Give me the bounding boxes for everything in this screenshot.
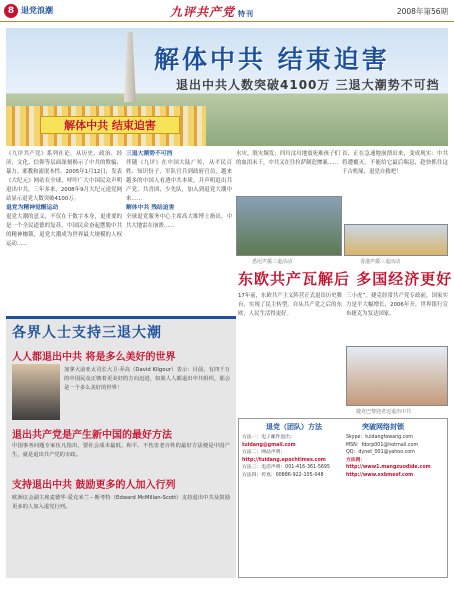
col2-subhead: 三退大潮势不可挡 [126,151,173,157]
service-list-left [242,434,342,574]
section2-headline: 东欧共产瓦解后 多国经济更好 [238,270,453,288]
caption-b: 香港声援三退活动 [360,259,401,265]
czech-photo [346,346,448,406]
col1-text2: 退党大潮的意义，不仅在于数字本身，更重要的是一个全民道德的复苏，中国民众奋起摆脱中共的精神枷锁，退党大潮成为世界最大规模的人权运动…… [6,214,122,247]
masthead-sub: 特刊 [238,10,255,18]
sydney-rally-photo [236,196,342,256]
col1-subhead: 退党为精神觉醒运动 [6,205,59,211]
service-title-left: 退党（团队）方法 [266,423,322,431]
col2-text: 伴随《九评》在中国大陆广传，从平民百姓、知识份子、军队官兵到政府官员，越来越多的中国人看透中共本质，并声明退出共产党、共青团、少先队，加入到退党大潮中来…… [126,160,232,202]
service-website-link[interactable]: http://tuidang.epochtimes.com [242,457,326,463]
portrait-photo [12,364,60,420]
issue-number: 2008年第56期 [396,7,448,16]
support-title: 各界人士支持三退大潮 [12,325,162,341]
article-col-3: 水灾、股灾频发；四川汶川地震死难孩子们的血泪未干，中共又在往拉萨制造惨案…… [236,151,340,166]
service-line: MSN：fdorp001@hotmail.com [346,442,419,448]
main-headline: 解体中共 结束迫害 [154,45,390,74]
col1-text: 《九评共产党》系列社论，从历史、政治、经济、文化、信仰等层面深刻揭示了中共的欺骗、暴力、邪教和流氓本性。2005年1月12日，发表《大纪元》网站在全球，呼吁广大中国民众声明退出中共，三年多来，2008年9月大纪元退党网站显示退党人数突破4100万。 [6,151,122,202]
service-line: Skype：tuidangfawang.com [346,435,413,440]
quote-text: 加拿大前亚太司长大卫·乔高（David Kilgour）表示：目前，有四千万的中国民众正朝着更美好的方向迈进，如果人人都退出中共组织，那会是一个多么美好的世界！ [64,367,230,391]
article-col-1 [6,150,122,249]
section2-text-right: 三小虎”。捷克经常共产党专政前，国家实力是平大幅增长，2006年开，世界银行宣布捷克为发达国家。 [346,293,448,317]
col2-subhead2: 解体中共 残结迫害 [126,205,175,211]
service-list-right [346,434,446,574]
support-text-2: 中国事务问题专家伍凡指出，要社会成本最低、和平、不伤害老百姓的最好方法便是中国产生，就是退出共产党的专政。 [12,443,230,458]
caption-c: 捷克巴黎迎老迈退出中共 [356,409,412,415]
page-header [0,0,454,22]
service-line: 方法四：传真：00886-922-105-048 [242,472,324,478]
service-link[interactable]: http://www.xxbmesf.com [346,472,414,478]
support-text-3: 欧洲议会副主席麦德华·爱克米兰－斯考特（Edward McMillan-Scott）支持退出中共及鼓励更多的人加入退党行列。 [12,495,230,510]
section2-text-left: 17年前，东欧共产主义阵营正式退出历史舞台，实现了民主转型。自从共产党之后的东欧，人民生活得更好。 [238,293,342,317]
caption-a: 悉尼声援三退活动 [252,259,293,265]
service-email-link[interactable]: tuidang@gmail.com [242,442,296,448]
service-line: 方法一：电子邮件退出： [242,435,295,440]
masthead [170,3,254,20]
service-link[interactable]: 方法网：http://www1.mangzuodide.com [346,457,431,470]
article-col-4: 首，正在急速地崩溃出来，变成现实：中共将遭覆灭。不能给它最后喘息，趁快抓住这千古机缘，退党自救吧！ [342,151,448,175]
section-name: 退党浪潮 [21,6,53,15]
monument-shape [124,32,136,102]
service-line: QQ：dynet_001@yahoo.com [346,450,415,455]
page-number: 8 [4,4,18,18]
service-line: 方法三：电话声明：001-416-361-5695 [242,465,331,470]
article-col-2 [126,150,232,340]
col2-text2: 全球退党服务中心主席高大维博士指出，中共大地雷在崩溃…… [126,214,232,229]
support-head-2: 退出共产党是产生新中国的最好方法 [12,430,172,441]
main-subhead: 退出中共人数突破4100万 三退大潮势不可挡 [176,78,440,92]
hongkong-rally-photo [344,224,448,256]
service-line: 方法二：网站声明： [242,450,286,455]
quote-head: 人人都退出中共 将是多么美好的世界 [12,352,176,363]
protest-banner: 解体中共 结束迫害 [40,116,180,134]
support-head-3: 支持退出中共 鼓励更多的人加入行列 [12,480,176,491]
masthead-title: 九评共产党 [170,5,236,19]
service-title-right: 突破网络封锁 [362,423,404,431]
